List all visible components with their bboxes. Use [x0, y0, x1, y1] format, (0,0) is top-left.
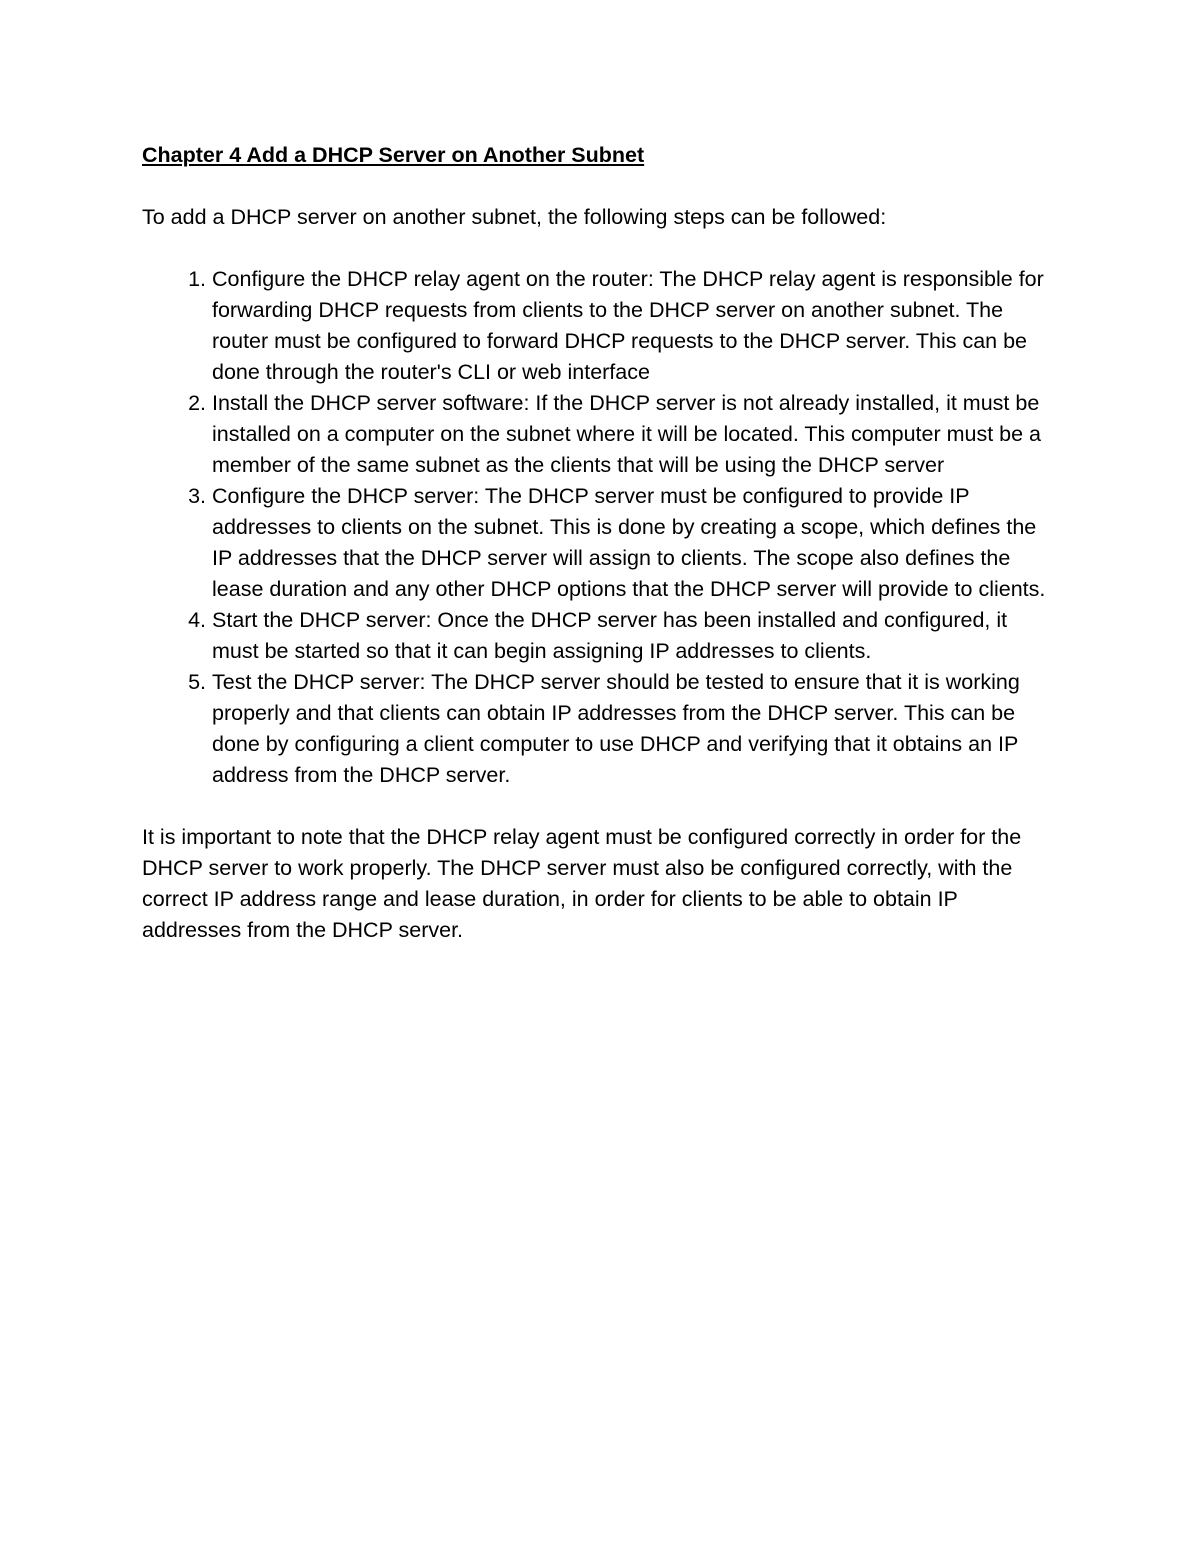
list-item: 5. Test the DHCP server: The DHCP server should be tested to ensure that it is working properly and that clients can obtain IP addresses from the DHCP server. This can be done by configuring a client computer to use DHCP and verifying that it obtains an IP address from the DHCP server. [212, 667, 1057, 791]
list-item: 2. Install the DHCP server software: If the DHCP server is not already installed, it must be installed on a computer on the subnet where it will be located. This computer must be a member of the same subnet as the clients that will be using the DHCP server [212, 388, 1057, 481]
list-item: 3. Configure the DHCP server: The DHCP server must be configured to provide IP addresses to clients on the subnet. This is done by creating a scope, which defines the IP addresses that the DHCP server will assign to clients. The scope also defines the lease duration and any other DHCP options that the DHCP server will provide to clients. [212, 481, 1057, 605]
intro-paragraph: To add a DHCP server on another subnet, the following steps can be followed: [142, 205, 887, 229]
note-paragraph: It is important to note that the DHCP relay agent must be configured correctly in order for the DHCP server to work properly. The DHCP server must also be configured correctly, with the correct IP address range and lease duration, in order for clients to be able to obtain IP addresses from the DHCP server. [142, 825, 1022, 942]
document-body [142, 140, 1057, 946]
list-item: 4. Start the DHCP server: Once the DHCP server has been installed and configured, it must be started so that it can begin assigning IP addresses to clients. [212, 605, 1057, 667]
steps-list [142, 264, 1057, 791]
chapter-title: Chapter 4 Add a DHCP Server on Another Subnet [142, 143, 645, 167]
list-item: 1. Configure the DHCP relay agent on the router: The DHCP relay agent is responsible for forwarding DHCP requests from clients to the DHCP server on another subnet. The router must be configured to forward DHCP requests to the DHCP server. This can be done through the router's CLI or web interface [212, 264, 1057, 388]
